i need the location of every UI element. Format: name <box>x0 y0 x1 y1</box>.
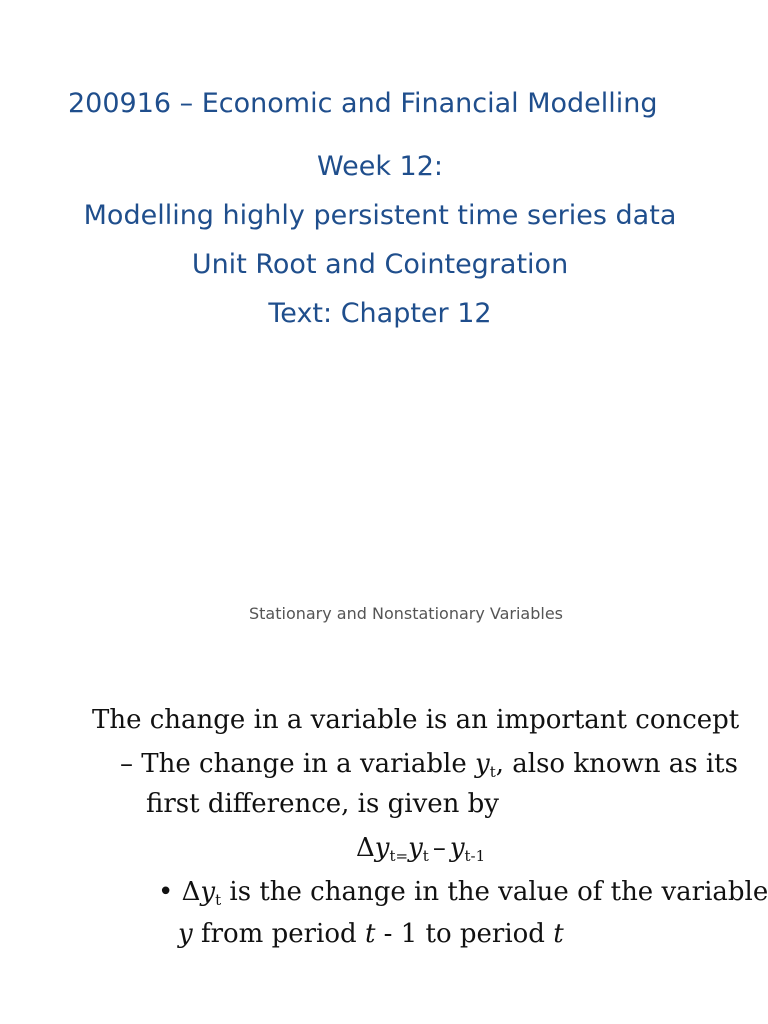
delta-symbol: Δ <box>181 877 201 907</box>
subscript-t: t <box>215 891 222 909</box>
point-level-2 <box>120 748 738 780</box>
text-segment: - 1 to period <box>375 919 554 949</box>
point-level-3-continued <box>178 918 564 950</box>
minus-sign: – <box>432 833 446 863</box>
text-segment: The change in a variable <box>141 749 475 779</box>
variable-t: t <box>553 919 564 949</box>
point-level-3 <box>158 876 768 908</box>
subtitle-text-chapter: Text: Chapter 12 <box>268 298 492 329</box>
subtitle-week: Week 12: <box>316 151 443 182</box>
variable-y: y <box>475 749 490 779</box>
variable-y: y <box>449 833 465 863</box>
first-difference-formula <box>356 832 485 864</box>
text-segment: is the change in the value of the variable <box>221 877 768 907</box>
subtitle-topic: Modelling highly persistent time series data <box>83 200 677 231</box>
dash-marker: – <box>120 749 133 779</box>
subtitle-unit-root: Unit Root and Cointegration <box>191 249 569 280</box>
subscript-t: t <box>389 847 396 865</box>
text-segment: from period <box>192 919 365 949</box>
bullet-marker: • <box>158 877 174 907</box>
text-segment: , also known as its <box>495 749 738 779</box>
notes-heading: Stationary and Nonstationary Variables <box>248 604 564 623</box>
subscript-t: t <box>489 763 496 781</box>
variable-y: y <box>408 833 423 863</box>
variable-y: y <box>178 919 193 949</box>
point-level-2-continued: first difference, is given by <box>146 789 499 819</box>
variable-t: t <box>364 919 376 949</box>
slide-title: 200916 – Economic and Financial Modelling <box>68 88 658 119</box>
variable-y: y <box>374 833 390 863</box>
point-level-1: The change in a variable is an important concept <box>92 705 740 735</box>
subscript-t: t <box>422 847 429 865</box>
variable-y: y <box>200 877 216 907</box>
subscript-t-minus-1: t-1 <box>464 847 486 865</box>
equals-sign: = <box>395 847 409 865</box>
delta-symbol: Δ <box>356 833 375 863</box>
